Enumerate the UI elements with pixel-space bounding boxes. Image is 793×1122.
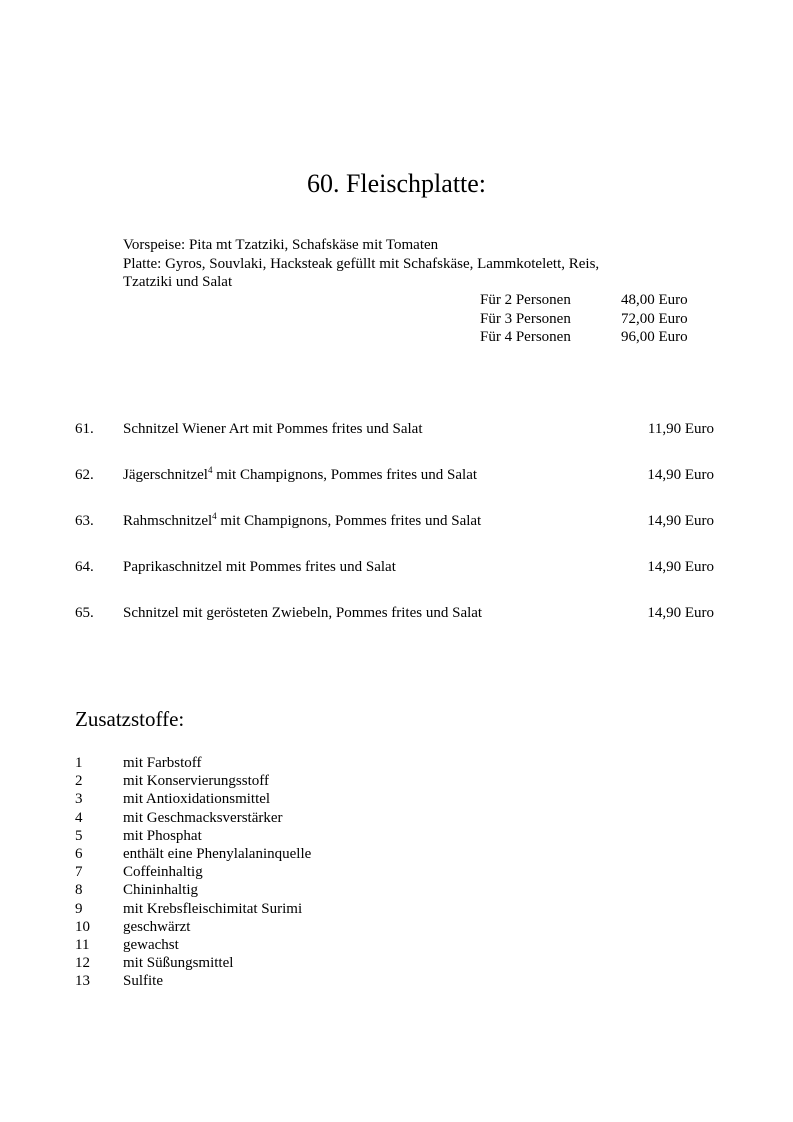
additive-number: 12	[75, 955, 90, 972]
item-name-rest: mit Champignons, Pommes frites und Salat	[216, 513, 482, 529]
item-number: 61.	[75, 421, 94, 437]
list-item	[75, 772, 475, 790]
additive-number: 5	[75, 827, 83, 844]
additives-heading: Zusatzstoffe:	[75, 707, 185, 731]
price-row	[480, 310, 720, 329]
item-name: Paprikaschnitzel mit Pommes frites und Salat	[123, 559, 396, 575]
item-name: Schnitzel Wiener Art mit Pommes frites und Salat	[123, 421, 423, 437]
menu-item	[0, 420, 793, 440]
platter-line-sides: Tzatziki und Salat	[123, 274, 233, 290]
page-title: 60. Fleischplatte:	[306, 169, 487, 198]
additive-text: Coffeinhaltig	[123, 864, 203, 881]
item-price: 14,90 Euro	[647, 513, 714, 529]
item-name-main: Rahmschnitzel	[123, 513, 213, 529]
additive-text: mit Phosphat	[123, 827, 202, 844]
persons-label: Für 4 Personen	[480, 329, 571, 345]
additive-footnote: 4	[212, 511, 217, 521]
item-name-rest: mit Champignons, Pommes frites und Salat	[212, 467, 478, 483]
platter-description	[123, 236, 599, 292]
additive-number: 1	[75, 755, 83, 771]
additive-text: geschwärzt	[123, 918, 191, 935]
additive-number: 2	[75, 773, 83, 790]
platter-line-main: Platte: Gyros, Souvlaki, Hacksteak gefüllt mit Schafskäse, Lammkotelett, Reis,	[123, 255, 600, 272]
persons-label: Für 2 Personen	[480, 292, 571, 308]
additives-list	[75, 754, 475, 990]
platter-line-starter: Vorspeise: Pita mt Tzatziki, Schafskäse mit Tomaten	[123, 237, 439, 253]
item-name	[123, 512, 481, 530]
price-value: 48,00 Euro	[621, 292, 688, 308]
list-item	[75, 845, 475, 863]
price-value: 72,00 Euro	[621, 310, 688, 327]
item-name	[123, 466, 477, 484]
platter-price-table	[480, 291, 720, 347]
price-value: 96,00 Euro	[621, 329, 688, 345]
additive-number: 4	[75, 809, 83, 826]
additive-number: 11	[75, 936, 90, 953]
additive-text: mit Geschmacksverstärker	[123, 809, 283, 826]
item-name-main: Jägerschnitzel	[123, 467, 208, 483]
additive-text: mit Krebsfleischimitat Surimi	[123, 900, 303, 917]
item-number: 64.	[75, 559, 94, 575]
additive-text: enthält eine Phenylalaninquelle	[123, 845, 312, 862]
menu-item	[0, 558, 793, 578]
list-item	[75, 936, 475, 954]
price-row	[480, 291, 720, 310]
additive-text: mit Konservierungsstoff	[123, 773, 269, 790]
additive-number: 6	[75, 845, 83, 862]
price-row	[480, 328, 720, 347]
list-item	[75, 754, 475, 772]
additive-text: Chininhaltig	[123, 882, 198, 899]
list-item	[75, 900, 475, 918]
item-price: 14,90 Euro	[647, 467, 714, 483]
list-item	[75, 972, 475, 990]
list-item	[75, 918, 475, 936]
additive-text: mit Süßungsmittel	[123, 955, 234, 972]
list-item	[75, 954, 475, 972]
list-item	[75, 809, 475, 827]
additive-text: mit Farbstoff	[123, 755, 202, 771]
list-item	[75, 790, 475, 808]
persons-label: Für 3 Personen	[480, 310, 571, 327]
item-price: 14,90 Euro	[647, 559, 714, 575]
additive-number: 7	[75, 864, 83, 881]
additive-text: gewachst	[123, 936, 179, 953]
additive-number: 3	[75, 791, 83, 808]
item-name: Schnitzel mit gerösteten Zwiebeln, Pommes frites und Salat	[123, 605, 483, 621]
item-price: 14,90 Euro	[647, 605, 714, 621]
menu-item	[0, 604, 793, 624]
item-number: 65.	[75, 605, 94, 621]
item-number: 63.	[75, 513, 94, 529]
additive-number: 10	[75, 918, 90, 935]
list-item	[75, 863, 475, 881]
additive-footnote: 4	[207, 465, 213, 475]
list-item	[75, 827, 475, 845]
item-number: 62.	[75, 467, 94, 483]
menu-item	[0, 512, 793, 532]
additive-text: mit Antioxidationsmittel	[123, 791, 271, 808]
menu-item	[0, 466, 793, 486]
additive-number: 13	[75, 973, 90, 990]
additive-number: 9	[75, 900, 83, 917]
list-item	[75, 881, 475, 899]
item-price: 11,90 Euro	[647, 421, 714, 437]
additive-text: Sulfite	[123, 973, 163, 990]
additive-number: 8	[75, 882, 83, 899]
